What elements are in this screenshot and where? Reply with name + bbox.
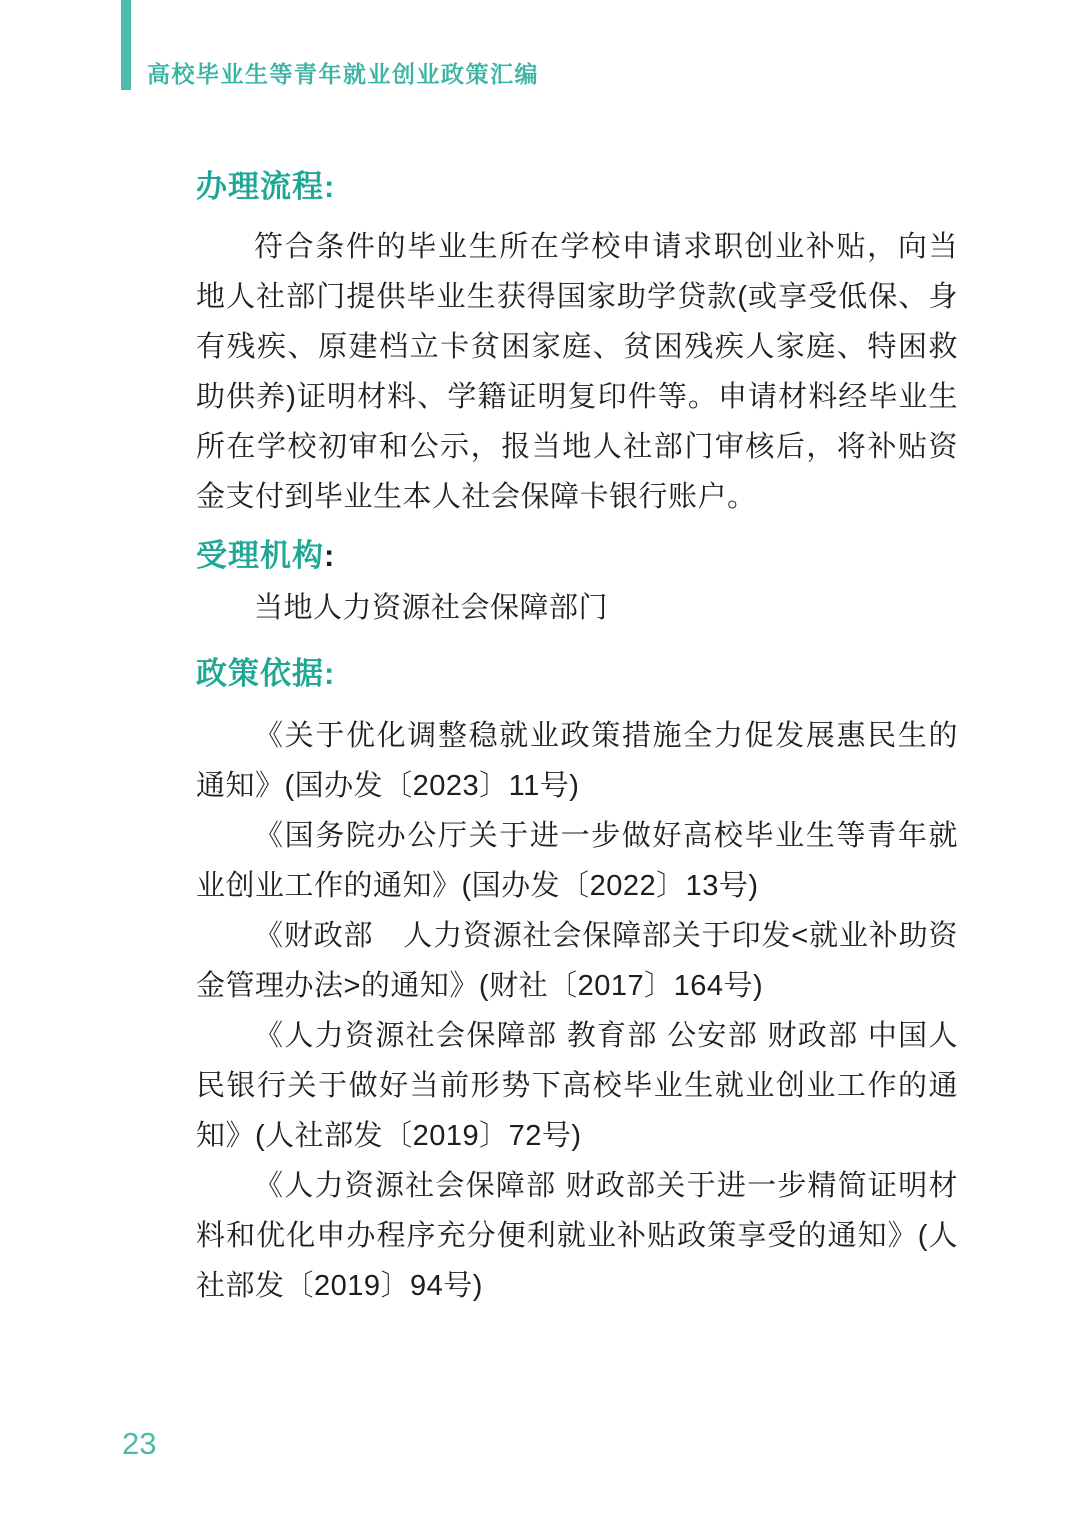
policy-reference-item: 《财政部 人力资源社会保障部关于印发<就业补助资金管理办法>的通知》(财社〔2017〕164号) (196, 920, 958, 1002)
section-heading-agency-colon: : (324, 538, 336, 573)
section-heading-process (196, 168, 958, 206)
policy-reference-item: 《人力资源社会保障部 财政部关于进一步精简证明材料和优化申办程序充分便利就业补贴政策享受的通知》(人社部发〔2019〕94号) (196, 1170, 958, 1302)
policy-reference-item: 《国务院办公厅关于进一步做好高校毕业生等青年就业创业工作的通知》(国办发〔2022〕13号) (196, 820, 958, 902)
section-heading-policy-colon: : (324, 656, 336, 691)
policy-reference-item: 《人力资源社会保障部 教育部 公安部 财政部 中国人民银行关于做好当前形势下高校毕业生就业创业工作的通知》(人社部发〔2019〕72号) (196, 1020, 958, 1152)
document-header-title: 高校毕业生等青年就业创业政策汇编 (147, 61, 539, 87)
policy-reference-item: 《关于优化调整稳就业政策措施全力促发展惠民生的通知》(国办发〔2023〕11号) (196, 720, 958, 802)
page-number: 23 (122, 1426, 157, 1461)
section-heading-agency (196, 537, 958, 575)
section-heading-process-colon: : (324, 169, 336, 204)
section-heading-process-label: 办理流程 (196, 169, 324, 204)
section-heading-agency-label: 受理机构 (196, 538, 324, 573)
section-heading-policy-label: 政策依据 (196, 656, 324, 691)
section-heading-policy (196, 655, 958, 693)
process-paragraph: 符合条件的毕业生所在学校申请求职创业补贴，向当地人社部门提供毕业生获得国家助学贷款(或享受低保、身有残疾、原建档立卡贫困家庭、贫困残疾人家庭、特困救助供养)证明材料、学籍证明复印件等。申请材料经毕业生所在学校初审和公示，报当地人社部门审核后，将补贴资金支付到毕业生本人社会保障卡银行账户。 (196, 231, 958, 513)
document-body (196, 0, 958, 1311)
agency-paragraph: 当地人力资源社会保障部门 (254, 592, 609, 624)
header-accent-bar (121, 0, 131, 90)
